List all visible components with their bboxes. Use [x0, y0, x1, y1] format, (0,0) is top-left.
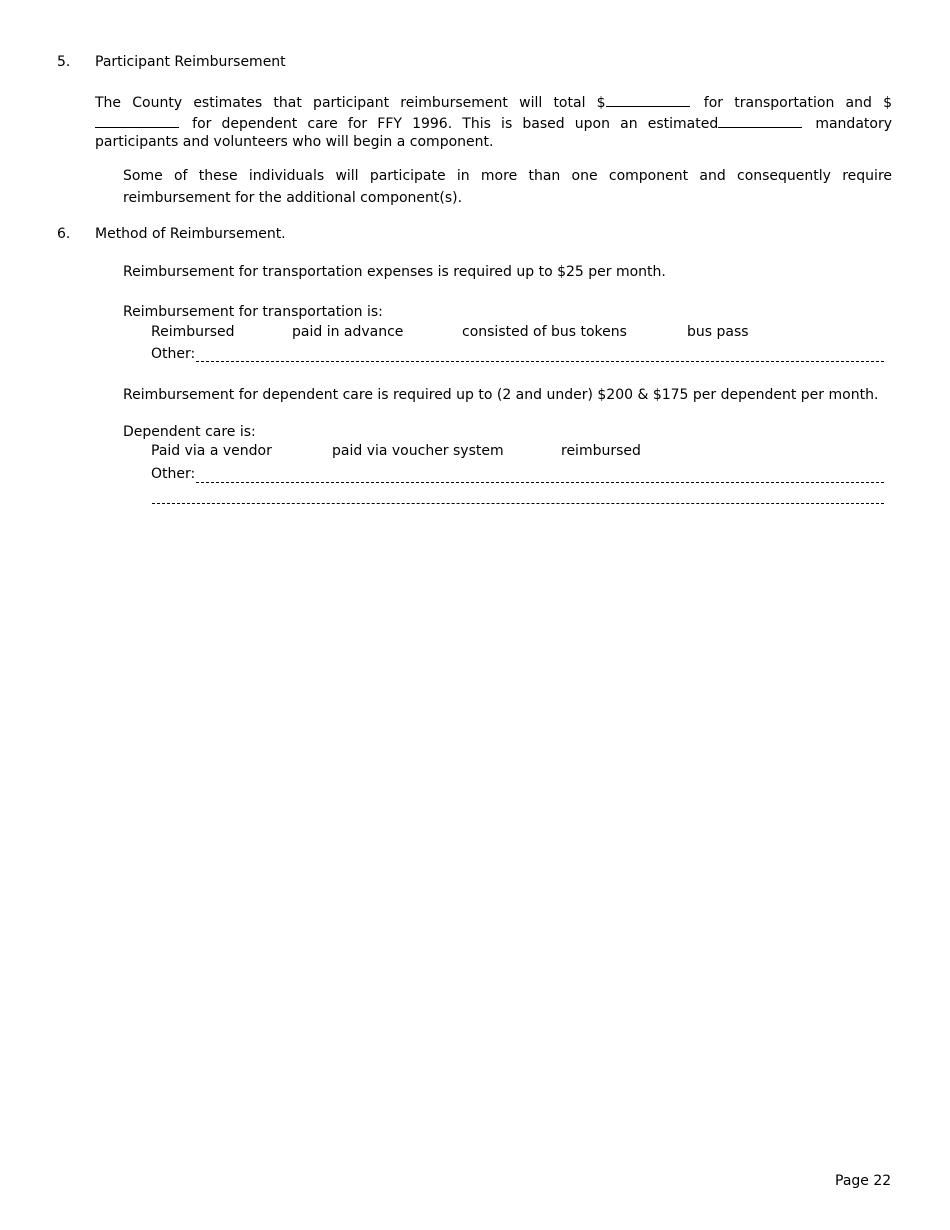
para-text-3: for dependent care for FFY 1996. This is based upon an estimated	[182, 115, 719, 132]
dependent-other-label: Other:	[151, 466, 196, 482]
transportation-amount-blank[interactable]	[606, 92, 690, 107]
page-number: Page 22	[835, 1173, 892, 1189]
dependent-other-line[interactable]	[196, 482, 884, 483]
section-5-note: Some of these individuals will participate in more than one component and consequently require reimbursement for the additional component(s).	[123, 168, 892, 206]
dependent-other-line-2[interactable]	[152, 503, 884, 504]
dependent-option-vendor[interactable]: Paid via a vendor	[151, 443, 272, 459]
para-text-4: mandatory participants and volunteers who will begin a component.	[95, 115, 892, 150]
section-5-number: 5.	[57, 54, 71, 70]
participants-count-blank[interactable]	[718, 113, 802, 128]
dependent-option-reimbursed[interactable]: reimbursed	[561, 443, 641, 459]
transport-option-bus-tokens[interactable]: consisted of bus tokens	[462, 324, 627, 340]
section-6-title: Method of Reimbursement.	[95, 226, 286, 242]
transport-option-paid-in-advance[interactable]: paid in advance	[292, 324, 404, 340]
section-6-number: 6.	[57, 226, 71, 242]
para-text-2: for transportation and $	[692, 95, 892, 111]
transport-required-text: Reimbursement for transportation expenses is required up to $25 per month.	[123, 264, 666, 280]
dependent-care-amount-blank[interactable]	[95, 113, 179, 128]
transport-is-label: Reimbursement for transportation is:	[123, 304, 383, 320]
section-5-paragraph	[95, 92, 892, 152]
transport-option-reimbursed[interactable]: Reimbursed	[151, 324, 235, 340]
section-5-title: Participant Reimbursement	[95, 54, 286, 70]
dependent-option-voucher[interactable]: paid via voucher system	[332, 443, 504, 459]
dependent-required-text: Reimbursement for dependent care is required up to (2 and under) $200 & $175 per dependent per month.	[123, 387, 879, 403]
para-text-1: The County estimates that participant reimbursement will total $	[95, 95, 606, 111]
transport-other-label: Other:	[151, 346, 196, 362]
transport-other-line[interactable]	[196, 361, 884, 362]
dependent-is-label: Dependent care is:	[123, 424, 256, 440]
transport-option-bus-pass[interactable]: bus pass	[687, 324, 749, 340]
